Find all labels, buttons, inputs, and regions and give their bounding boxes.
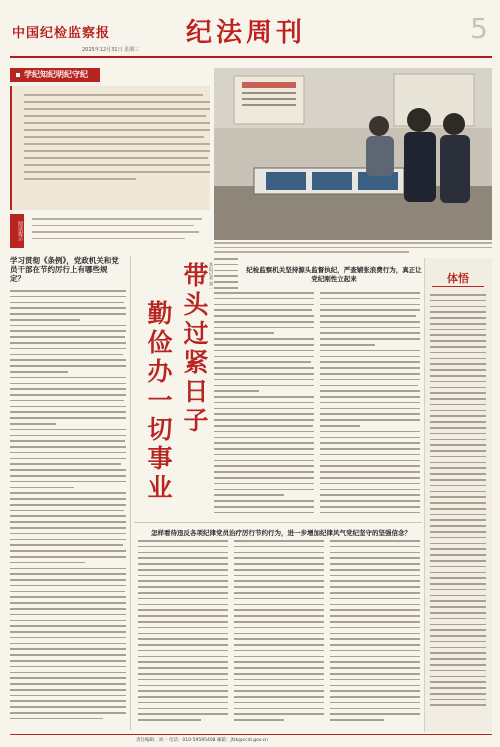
- left-article-body: [10, 290, 126, 724]
- banner-label: 学纪知纪明纪守纪: [24, 70, 88, 79]
- page-number: 5: [470, 12, 488, 45]
- footer-contact: 责任编辑：刘一 电话：010-59595408 邮箱：jfzk@ccdi.gov.cn: [136, 738, 268, 743]
- right-article-headline: 纪检监察机关坚持源头监督执纪，严查铺张浪费行为，真正让党纪刚性立起来: [246, 266, 422, 283]
- feature-body-narrow: [214, 258, 238, 293]
- feature-author: 本报记者 刘一: [208, 262, 213, 291]
- commentary-body: [430, 294, 486, 710]
- section-divider: [134, 522, 422, 523]
- commentary-rule: [432, 286, 484, 287]
- photo-illustration: [214, 68, 492, 240]
- intro-text-block: [24, 94, 210, 185]
- commentary-title: 体悟: [447, 272, 469, 285]
- paper-name: 中国纪检监察报: [12, 26, 111, 41]
- bottom-article-body-col2: [234, 540, 324, 725]
- banner-bullet-icon: [16, 73, 20, 77]
- editors-text-block: [32, 218, 202, 244]
- feature-headline-line-1: 带头过紧日子: [180, 262, 209, 436]
- bottom-article-headline: 怎样看待违反各项纪律党员治疗厉行节约行为，进一步增加纪律风气党纪坚守的坚强信念？: [151, 529, 411, 537]
- bottom-article-body-col3: [330, 540, 420, 725]
- right-article-body-col1: [214, 292, 314, 517]
- editors-tag: 阅读提示: [10, 214, 24, 248]
- section-title: 纪法周刊: [186, 18, 307, 48]
- photo-caption: [214, 242, 492, 256]
- issue-date: 2025年12月31日 星期三: [82, 47, 140, 53]
- page-footer: [10, 734, 492, 743]
- news-photo: [214, 68, 492, 240]
- editors-box: [10, 214, 210, 250]
- right-article-body-col2: [320, 292, 420, 517]
- feature-headline-line-2: 勤俭办一切事业: [144, 300, 173, 503]
- masthead-rule: [10, 56, 492, 58]
- bottom-article-body-col1: [138, 540, 228, 725]
- column-divider: [130, 256, 131, 730]
- column-banner: [10, 68, 100, 82]
- masthead: [10, 6, 492, 64]
- intro-summary-box: [10, 86, 210, 210]
- left-article-headline: 学习贯彻《条例》，党政机关和党员干部在节约厉行上有哪些规定？: [10, 256, 119, 283]
